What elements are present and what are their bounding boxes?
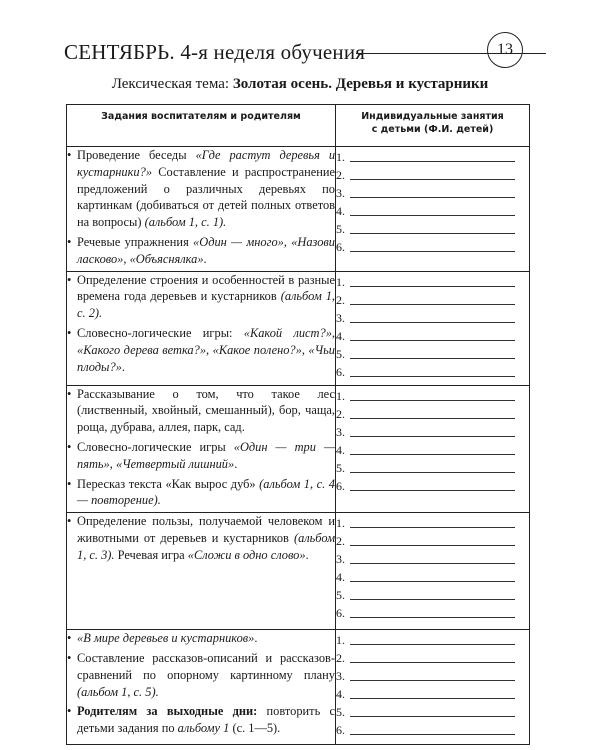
table-row [67,385,530,513]
task-text: , [283,234,292,249]
chapter-title [64,40,365,65]
task-text: . [121,359,125,374]
task-item [67,325,335,375]
task-text: «Назови ласково» [77,234,335,266]
child-name-line [336,308,529,326]
lexical-topic [0,76,600,93]
task-text: «Четвертый лишний» [115,456,235,471]
individual-lines-cell [336,513,530,630]
task-text: , [301,342,309,357]
bullet-icon: • [67,272,72,287]
task-text: Родителям за выходные дни: [77,704,258,719]
line-number: 6. [336,723,345,738]
line-number: 4. [336,328,345,343]
bullet-icon: • [67,650,72,665]
task-text: . [203,251,207,266]
child-name-line [336,237,529,255]
child-name-line [336,531,529,549]
child-name-line [336,404,529,422]
bullet-icon: • [67,704,72,719]
tasks-cell [67,513,336,630]
task-text: Определение пользы, получаемой человеком и животными от деревьев и кустарников [77,514,335,545]
task-text: (с. 1—5). [229,721,281,736]
line-number: 3. [336,310,345,325]
task-item [67,650,335,700]
line-number: 4. [336,204,345,218]
child-name-line [336,720,529,738]
child-name-line [336,630,529,648]
line-number: 5. [336,346,345,361]
bullet-icon: • [67,631,72,646]
line-number: 4. [336,570,345,585]
task-text: (альбом 1, с. 3). [77,530,335,562]
topic-name: Золотая осень. Деревья и кустарники [232,76,489,92]
child-name-line [336,648,529,666]
line-number: 1. [336,633,345,648]
tasks-cell [67,271,336,385]
blank-line [350,599,515,600]
blank-line [350,472,515,473]
blank-line [350,197,515,198]
blank-line [350,617,515,618]
child-name-line [336,567,529,585]
blank-line [350,734,515,735]
child-name-line [336,422,529,440]
line-number: 5. [336,705,345,720]
task-text: Рассказывание о том, что такое лес (лиственный, хвойный, смешанный), бор, чаща, роща, дубрава, аллея, парк, сад. [77,386,335,435]
line-number: 6. [336,606,345,621]
bullet-icon: • [67,439,72,454]
task-text: «Один — много» [193,234,284,249]
task-text: , [109,456,116,471]
line-number: 2. [336,534,345,549]
line-number: 3. [336,669,345,684]
task-text: «Сложи в одно слово» [187,547,306,562]
child-name-line [336,666,529,684]
task-text: повторить с детьми задания по [77,704,335,736]
task-text: (альбом 1, с. 4 — повторение). [77,476,335,508]
line-number: 2. [336,651,345,666]
table-header-row [67,105,530,147]
child-name-line [336,344,529,362]
blank-line [350,436,515,437]
task-text: «Какого дерева ветка?» [77,342,207,357]
column-header-tasks: Задания воспитателям и родителям [67,105,336,147]
table-row [67,513,530,630]
blank-line [350,490,515,491]
child-name-line [336,201,529,219]
blank-line [350,716,515,717]
blank-line [350,400,515,401]
page-number: 13 [487,32,523,68]
task-text: (альбом 1, с. 5). [77,684,159,699]
child-name-line [336,702,529,720]
line-number: 6. [336,240,345,254]
child-name-line [336,362,529,380]
blank-line [350,340,515,341]
column-header-individual-line2: с детьми (Ф.И. детей) [371,124,494,135]
month-label: СЕНТЯБРЬ. [64,40,175,64]
tasks-cell [67,385,336,513]
line-number: 2. [336,406,345,421]
blank-line [350,545,515,546]
line-number: 3. [336,552,345,567]
line-number: 6. [336,364,345,379]
line-number: 1. [336,388,345,403]
individual-lines-cell [336,147,530,272]
task-item [67,272,335,322]
child-name-line [336,684,529,702]
task-text: «Один — три — пять» [77,439,335,471]
task-text: Определение строения и особенностей в разные времена года деревьев и кустарников [77,272,335,304]
child-name-line [336,440,529,458]
child-name-line [336,549,529,567]
bullet-icon: • [67,325,72,340]
task-text: «Какой лист?» [243,325,332,340]
blank-line [350,662,515,663]
line-number: 5. [336,460,345,475]
individual-lines-cell [336,385,530,513]
child-name-line [336,165,529,183]
blank-line [350,161,515,162]
task-text: «Чьи плоды?» [77,342,335,374]
line-number: 5. [336,222,345,236]
line-number: 4. [336,442,345,457]
line-number: 6. [336,478,345,493]
task-text: «Объяснялка» [129,251,204,266]
tasks-cell [67,630,336,745]
child-name-line [336,603,529,621]
task-text: . [254,631,258,646]
task-text: , [206,342,213,357]
blank-line [350,563,515,564]
child-name-line [336,476,529,494]
blank-line [350,322,515,323]
child-name-line [336,147,529,165]
child-name-line [336,458,529,476]
blank-line [350,179,515,180]
line-number: 2. [336,168,345,182]
task-item [67,386,335,436]
blank-line [350,418,515,419]
bullet-icon: • [67,386,72,401]
blank-line [350,644,515,645]
blank-line [350,376,515,377]
blank-line [350,286,515,287]
task-text: Составление рассказов-описаний и рассказов-сравнений по опорному картинному плану [77,650,335,682]
line-number: 3. [336,186,345,200]
table-row [67,630,530,745]
task-item [67,513,335,563]
task-text: Пересказ текста «Как вырос дуб» [77,476,260,491]
task-item [67,147,335,231]
task-item [67,234,335,268]
child-name-line [336,386,529,404]
week-label: 4-я неделя обучения [180,40,366,64]
line-number: 1. [336,150,345,164]
task-text: «Какое полено?» [212,342,302,357]
blank-line [350,454,515,455]
task-text: Речевая игра [114,547,188,562]
child-name-line [336,219,529,237]
child-name-line [336,183,529,201]
task-text: . [234,456,238,471]
task-text: , [123,251,130,266]
task-text: Проведение беседы [77,148,196,162]
task-text: Словесно-логические игры [77,439,234,454]
child-name-line [336,513,529,531]
task-text: (альбом 1, с. 2). [77,289,335,321]
column-header-individual-line1: Индивидуальные занятия [361,111,504,122]
bullet-icon: • [67,476,72,491]
task-text: . [305,547,309,562]
blank-line [350,304,515,305]
line-number: 4. [336,687,345,702]
child-name-line [336,326,529,344]
blank-line [350,251,515,252]
line-number: 1. [336,274,345,289]
table-row [67,271,530,385]
bullet-icon: • [67,514,72,529]
blank-line [350,698,515,699]
line-number: 5. [336,588,345,603]
task-text: Составление и распространение предложений о различных деревьях по картинкам (добиваться от детей полных ответов на вопросы) [77,164,335,230]
blank-line [350,527,515,528]
topic-label: Лексическая тема: [111,76,230,92]
child-name-line [336,272,529,290]
column-header-individual [336,105,530,147]
table-row [67,147,530,272]
task-item [67,476,335,510]
child-name-line [336,290,529,308]
individual-lines-cell [336,271,530,385]
weekly-plan-table [66,104,530,745]
page-header [64,36,534,66]
task-text: Словесно-логические игры: [77,325,244,340]
line-number: 1. [336,516,345,531]
task-item [67,630,335,647]
task-text: (альбом 1, с. 1). [144,215,227,230]
task-item [67,439,335,473]
blank-line [350,680,515,681]
task-item [67,703,335,737]
task-text: Речевые упражнения [77,234,194,249]
task-text: «Где растут деревья и кустарники?» [77,148,336,179]
individual-lines-cell [336,630,530,745]
task-text: «В мире деревьев и кустарников» [77,631,255,646]
line-number: 2. [336,292,345,307]
blank-line [350,215,515,216]
task-text: , [331,325,335,340]
bullet-icon: • [67,148,72,162]
task-text: альбому 1 [177,721,230,736]
bullet-icon: • [67,234,72,249]
tasks-cell [67,147,336,272]
blank-line [350,358,515,359]
child-name-line [336,585,529,603]
blank-line [350,581,515,582]
blank-line [350,233,515,234]
line-number: 3. [336,424,345,439]
